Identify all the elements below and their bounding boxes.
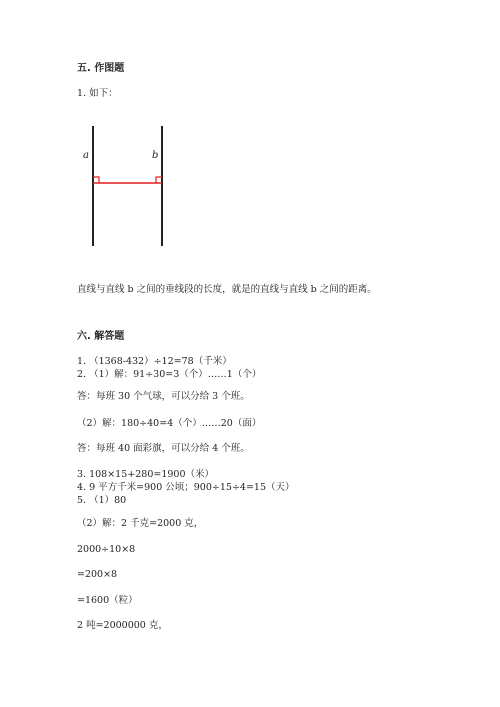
label-b: b bbox=[152, 150, 159, 161]
answer-line: 5. （1）80 bbox=[77, 495, 127, 506]
conclusion-text: 直线与直线 b 之间的垂线段的长度，就是的直线与直线 b 之间的距离。 bbox=[77, 284, 377, 295]
section-5-title: 五. 作图题 bbox=[77, 63, 125, 74]
answer-line: 答：每班 40 面彩旗，可以分给 4 个班。 bbox=[77, 443, 250, 454]
section-6-title: 六. 解答题 bbox=[77, 331, 125, 342]
answer-line: 2000÷10×8 bbox=[77, 544, 136, 555]
answer-line: =200×8 bbox=[77, 569, 118, 580]
answer-line: =1600（粒） bbox=[77, 595, 138, 606]
perpendicular-lines-figure bbox=[80, 120, 180, 250]
label-a: a bbox=[83, 150, 89, 161]
answer-line: 2. （1）解：91÷30=3（个）……1（个） bbox=[77, 369, 262, 380]
question-1-intro: 1. 如下： bbox=[77, 88, 118, 99]
answer-line: 4. 9 平方千米=900 公顷；900÷15÷4=15（天） bbox=[77, 482, 295, 493]
answer-line: 3. 108×15+280=1900（米） bbox=[77, 469, 214, 480]
answer-line: 1. （1368-432）÷12=78（千米） bbox=[77, 356, 232, 367]
answer-line: 2 吨=2000000 克， bbox=[77, 620, 168, 631]
answer-line: （2）解：180÷40=4（个）……20（面） bbox=[77, 418, 262, 429]
answer-line: （2）解：2 千克=2000 克， bbox=[77, 518, 204, 529]
answer-line: 答：每班 30 个气球，可以分给 3 个班。 bbox=[77, 391, 250, 402]
